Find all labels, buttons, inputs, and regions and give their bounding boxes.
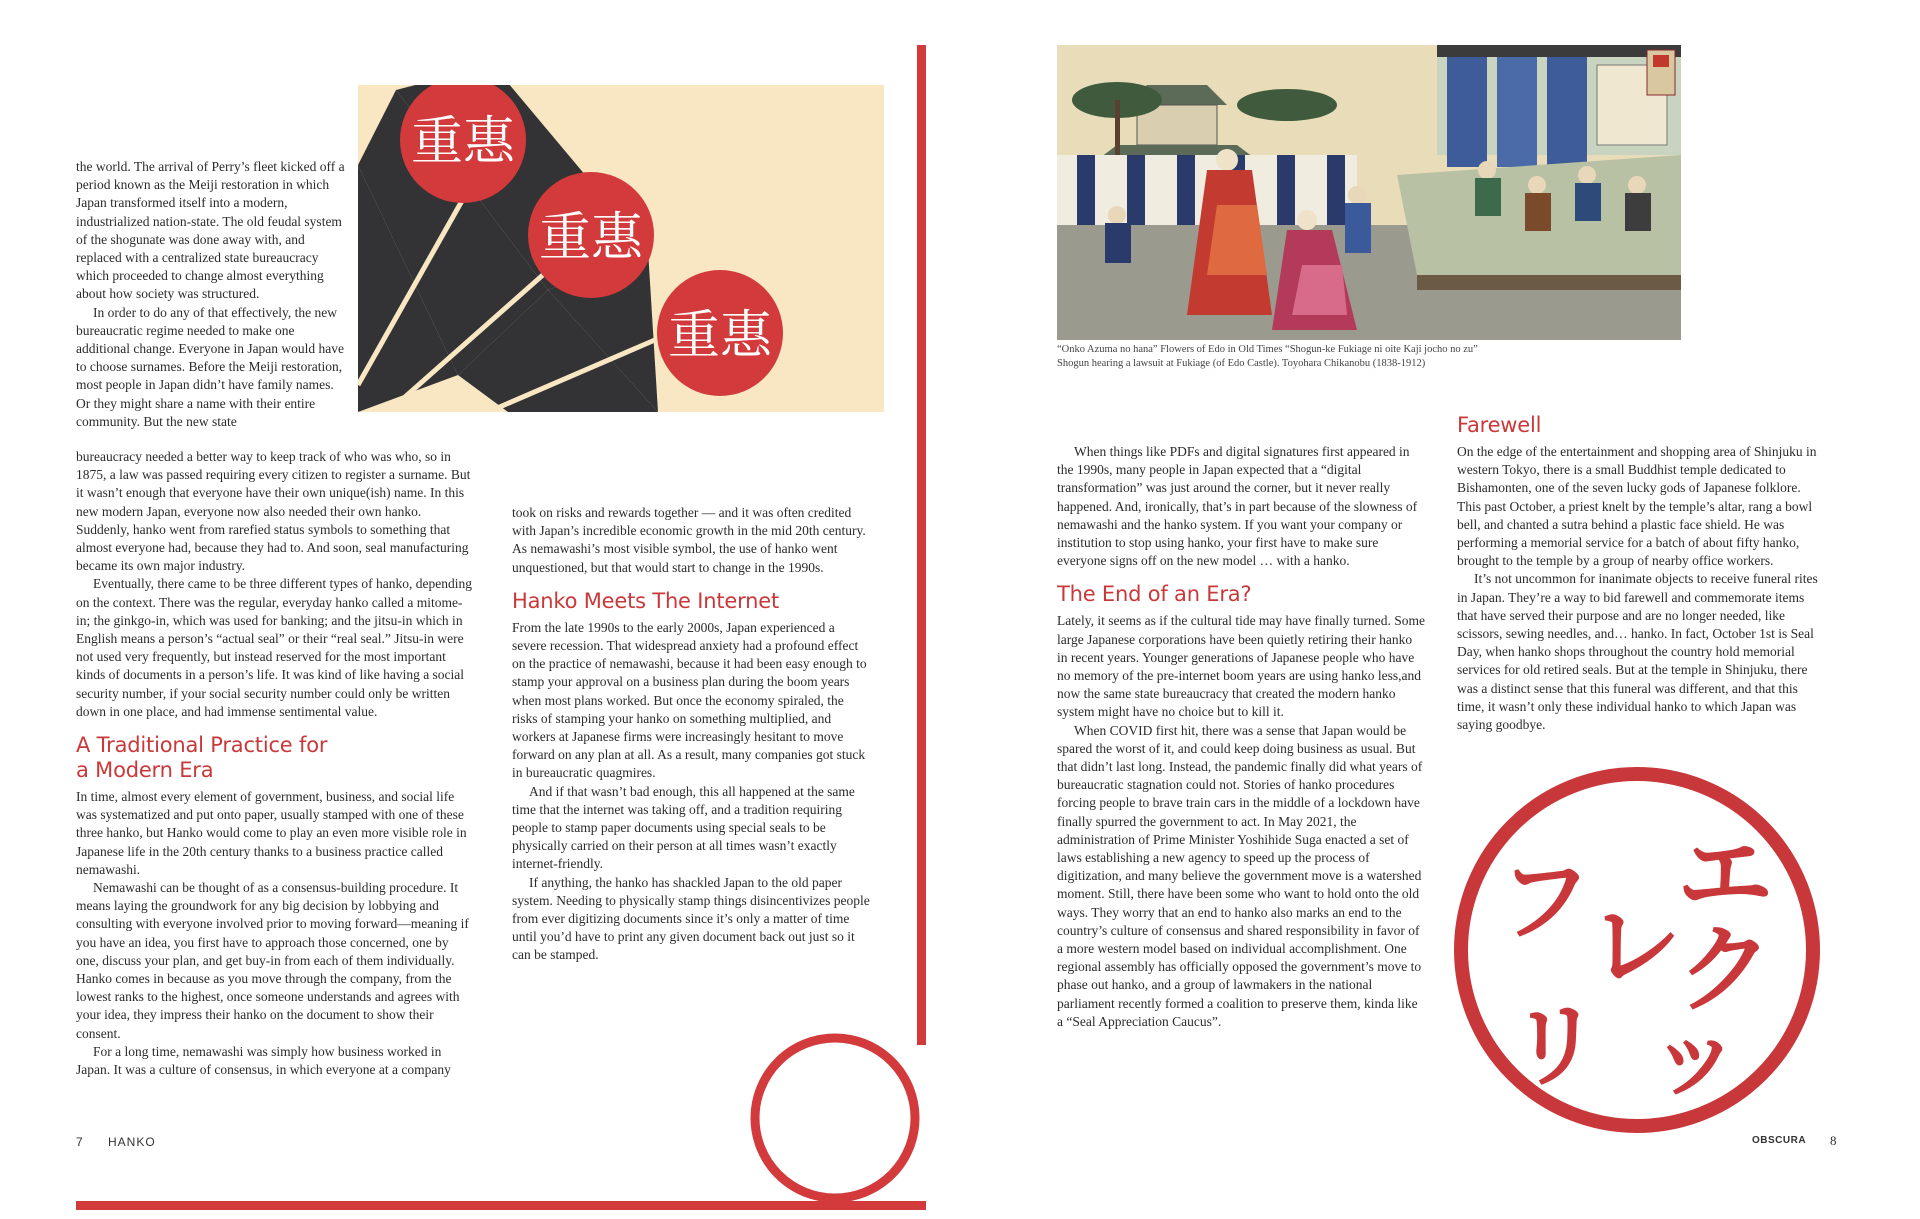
seal-glyph: フ — [1498, 848, 1592, 955]
folio-left-number: 7 — [76, 1135, 83, 1149]
paragraph: Eventually, there came to be three different types of hanko, depending on the context. There was the regular, everyday hanko called a mitome-in; the ginkgo-in, which was used for banking; and the jitsu-in which in English means a person’s “actual seal” or their “real seal.” Jitsu-in were not used very frequently, but instead reserved for the most important kinds of documents in a person’s life. It was kind of like having a social security number, if your social security number could only be written down in one place, and had immense sentimental value. — [76, 576, 472, 719]
hanko-seals-svg — [358, 85, 884, 412]
left-col1-top — [76, 158, 346, 431]
seal-glyph: ク — [1677, 914, 1773, 1026]
red-vertical-rule — [917, 45, 926, 1045]
seal-glyph: ッ — [1648, 1003, 1742, 1110]
folio-right-number: 8 — [1830, 1133, 1837, 1148]
paragraph: When things like PDFs and digital signatures first appeared in the 1990s, many people in Japan expected that a “digital transformation” was just around the corner, but it never really happened. And, ironically, that’s in part because of the slowness of nemawashi and the hanko system. If you want your company or institution to stop using hanko, your first have to make sure everyone signs off on the new model … with a hanko. — [1057, 444, 1418, 569]
paragraph: In time, almost every element of government, business, and social life was systematized and put onto paper, usually stamped with one of these three hanko, but Hanko would come to play an even more visible role in Japanese life in the 20th century thanks to a business practice called nemawashi. — [76, 789, 467, 877]
paragraph: And if that wasn’t bad enough, this all happened at the same time that the internet was taking off, and a tradition requiring people to stamp paper documents using special seals to be physically carried on their person at all times wasn’t exactly internet-friendly. — [512, 783, 855, 872]
caption-line-2: Shogun hearing a lawsuit at Fukiage (of Edo Castle). Toyohara Chikanobu (1838-1912) — [1057, 358, 1426, 369]
seal-face-3 — [657, 270, 783, 396]
right-col4 — [1457, 413, 1827, 734]
svg-text:重惠: 重惠 — [538, 208, 644, 268]
paragraph: From the late 1990s to the early 2000s, Japan experienced a severe recession. That widespread anxiety had a profound effect on the practice of nemawashi, because it had been easy enough to stamp your approval on a business plan during the boom years when most plans worked. But once the economy spiraled, the risks of stamping your hanko on something multiplied, and workers at Japanese firms were increasingly hesitant to move forward on any plan at all. As a result, many companies got stuck in bureaucratic quagmires. — [512, 619, 867, 781]
paragraph: Nemawashi can be thought of as a consensus-building procedure. It means laying the groundwork for any big decision by lobbying and consulting with everyone involved prior to moving forward—meaning if you have an idea, you first have to approach those concerned, one by one, discuss your plan, and get buy-in from each of them individually. Hanko comes in because as you move through the company, from the lowest ranks to the highest, once someone understands and agrees with your idea, they impress their hanko on the document to show their consent. — [76, 880, 469, 1041]
paragraph: took on risks and rewards together — and it was often credited with Japan’s incredible economic growth in the mid 20th century. As nemawashi’s most visible symbol, the use of hanko went unquestioned, but that would start to change in the 1990s. — [512, 505, 866, 575]
paragraph: Lately, it seems as if the cultural tide may have finally turned. Some large Japanese corporations have been quietly retiring their hanko in recent years. Younger generations of Japanese people who have no memory of the pre-internet boom years are using hanko less,and now the same state bureaucracy that created the modern hanko system might have no choice but to kill it. — [1057, 613, 1426, 720]
seal-glyph: レ — [1588, 893, 1682, 1000]
svg-text:重惠: 重惠 — [410, 112, 516, 172]
paragraph: the world. The arrival of Perry’s fleet kicked off a period known as the Meiji restoration in which Japan transformed itself into a modern, industrialized nation-state. The old feudal system of the shogunate was done away with, and replaced with a centralized state bureaucracy which proceeded to change almost everything about how society was structured. — [76, 159, 345, 302]
paragraph: When COVID first hit, there was a sense that Japan would be spared the worst of it, and could keep doing business as usual. But that didn’t last long. Instead, the pandemic finally did what years of bureaucratic stagnation could not. Stories of hanko procedures forcing people to brave train cars in the middle of a lockdown have finally spurred the government to act. In May 2021, the administration of Prime Minister Yoshihide Suga enacted a set of laws establishing a new agency to speed up the process of digitization, and many believe the government move is a watershed moment. Still, there have been some who want to hold onto the old ways. They worry that an end to hanko also marks an end to the country’s culture of consensus and shared responsibility in favor of a more western model based on individual accomplishment. One regional assembly has officially opposed the government’s move to phase out hanko, and a group of lawmakers in the national parliament recently formed a coalition to preserve them, kinda like a “Seal Appreciation Caucus”. — [1057, 722, 1423, 1029]
paragraph: On the edge of the entertainment and shopping area of Shinjuku in western Tokyo, there is a small Buddhist temple dedicated to Bishamonten, one of the seven lucky gods of Japanese folklore. This past October, a priest knelt by the temple’s altar, rang a bowl bell, and chanted a sutra behind a plastic face shield. He was performing a memorial service for a batch of about fifty hanko, brought to the temple by a group of nearby office workers. — [1457, 444, 1817, 569]
woodblock-print — [1057, 45, 1681, 340]
left-col2 — [512, 504, 872, 965]
print-caption — [1057, 343, 1707, 371]
caption-line-1: “Onko Azuma no hana” Flowers of Edo in Old Times “Shogun-ke Fukiage ni oite Kaji jocho no zu” — [1057, 344, 1478, 355]
hanko-illustration — [358, 85, 884, 412]
blinds — [1447, 57, 1587, 167]
paragraph: If anything, the hanko has shackled Japan to the old paper system. Needing to physically stamp things disincentivizes people from ever digitizing documents since it’s only a matter of time until you’d have to print any given document back out just so it can be stamped. — [512, 874, 870, 963]
folio-left-title: HANKO — [108, 1135, 156, 1149]
left-col1-main — [76, 448, 472, 1079]
right-col3 — [1057, 443, 1425, 1031]
red-loop — [750, 1030, 930, 1212]
seal-glyph: エ — [1677, 819, 1773, 931]
heading-end-of-an-era: The End of an Era? — [1057, 582, 1252, 607]
woodblock-print-svg — [1057, 45, 1681, 340]
big-hanko-stamp — [1445, 758, 1830, 1143]
svg-text:重惠: 重惠 — [667, 306, 773, 366]
folio-right-title: OBSCURA — [1752, 1135, 1807, 1146]
heading-traditional-practice: A Traditional Practice for a Modern Era — [76, 733, 328, 783]
seal-face-2 — [528, 172, 654, 298]
heading-hanko-meets-internet: Hanko Meets The Internet — [512, 588, 780, 613]
paragraph: bureaucracy needed a better way to keep track of who was who, so in 1875, a law was passed requiring every citizen to register a surname. But it wasn’t enough that everyone have their own unique(ish) name. In this new modern Japan, everyone now also needed their own hanko. Suddenly, hanko went from rarefied status symbols to something that almost everyone had, because they had to. And soon, seal manufacturing became its own major industry. — [76, 449, 471, 574]
heading-farewell: Farewell — [1457, 413, 1542, 437]
seal-glyph: リ — [1508, 993, 1602, 1100]
paragraph: For a long time, nemawashi was simply how business worked in Japan. It was a culture of consensus, in which everyone at a company — [76, 1043, 451, 1078]
paragraph: It’s not uncommon for inanimate objects to receive funeral rites in Japan. They’re a way to bid farewell and commemorate items that have served their purpose and are no longer needed, like scissors, sewing needles, and… hanko. In fact, October 1st is Seal Day, when hanko shops throughout the country hold memorial services for old retired seals. But at the temple in Shinjuku, there was a distinct sense that this funeral was different, and that this time, it wasn’t only these individual hanko to which Japan was saying goodbye. — [1457, 571, 1818, 733]
paragraph: In order to do any of that effectively, the new bureaucratic regime needed to make one additional change. Everyone in Japan would have to choose surnames. Before the Meiji restoration, most people in Japan didn’t have family names. Or they might share a name with their entire community. But the new state — [76, 304, 345, 429]
